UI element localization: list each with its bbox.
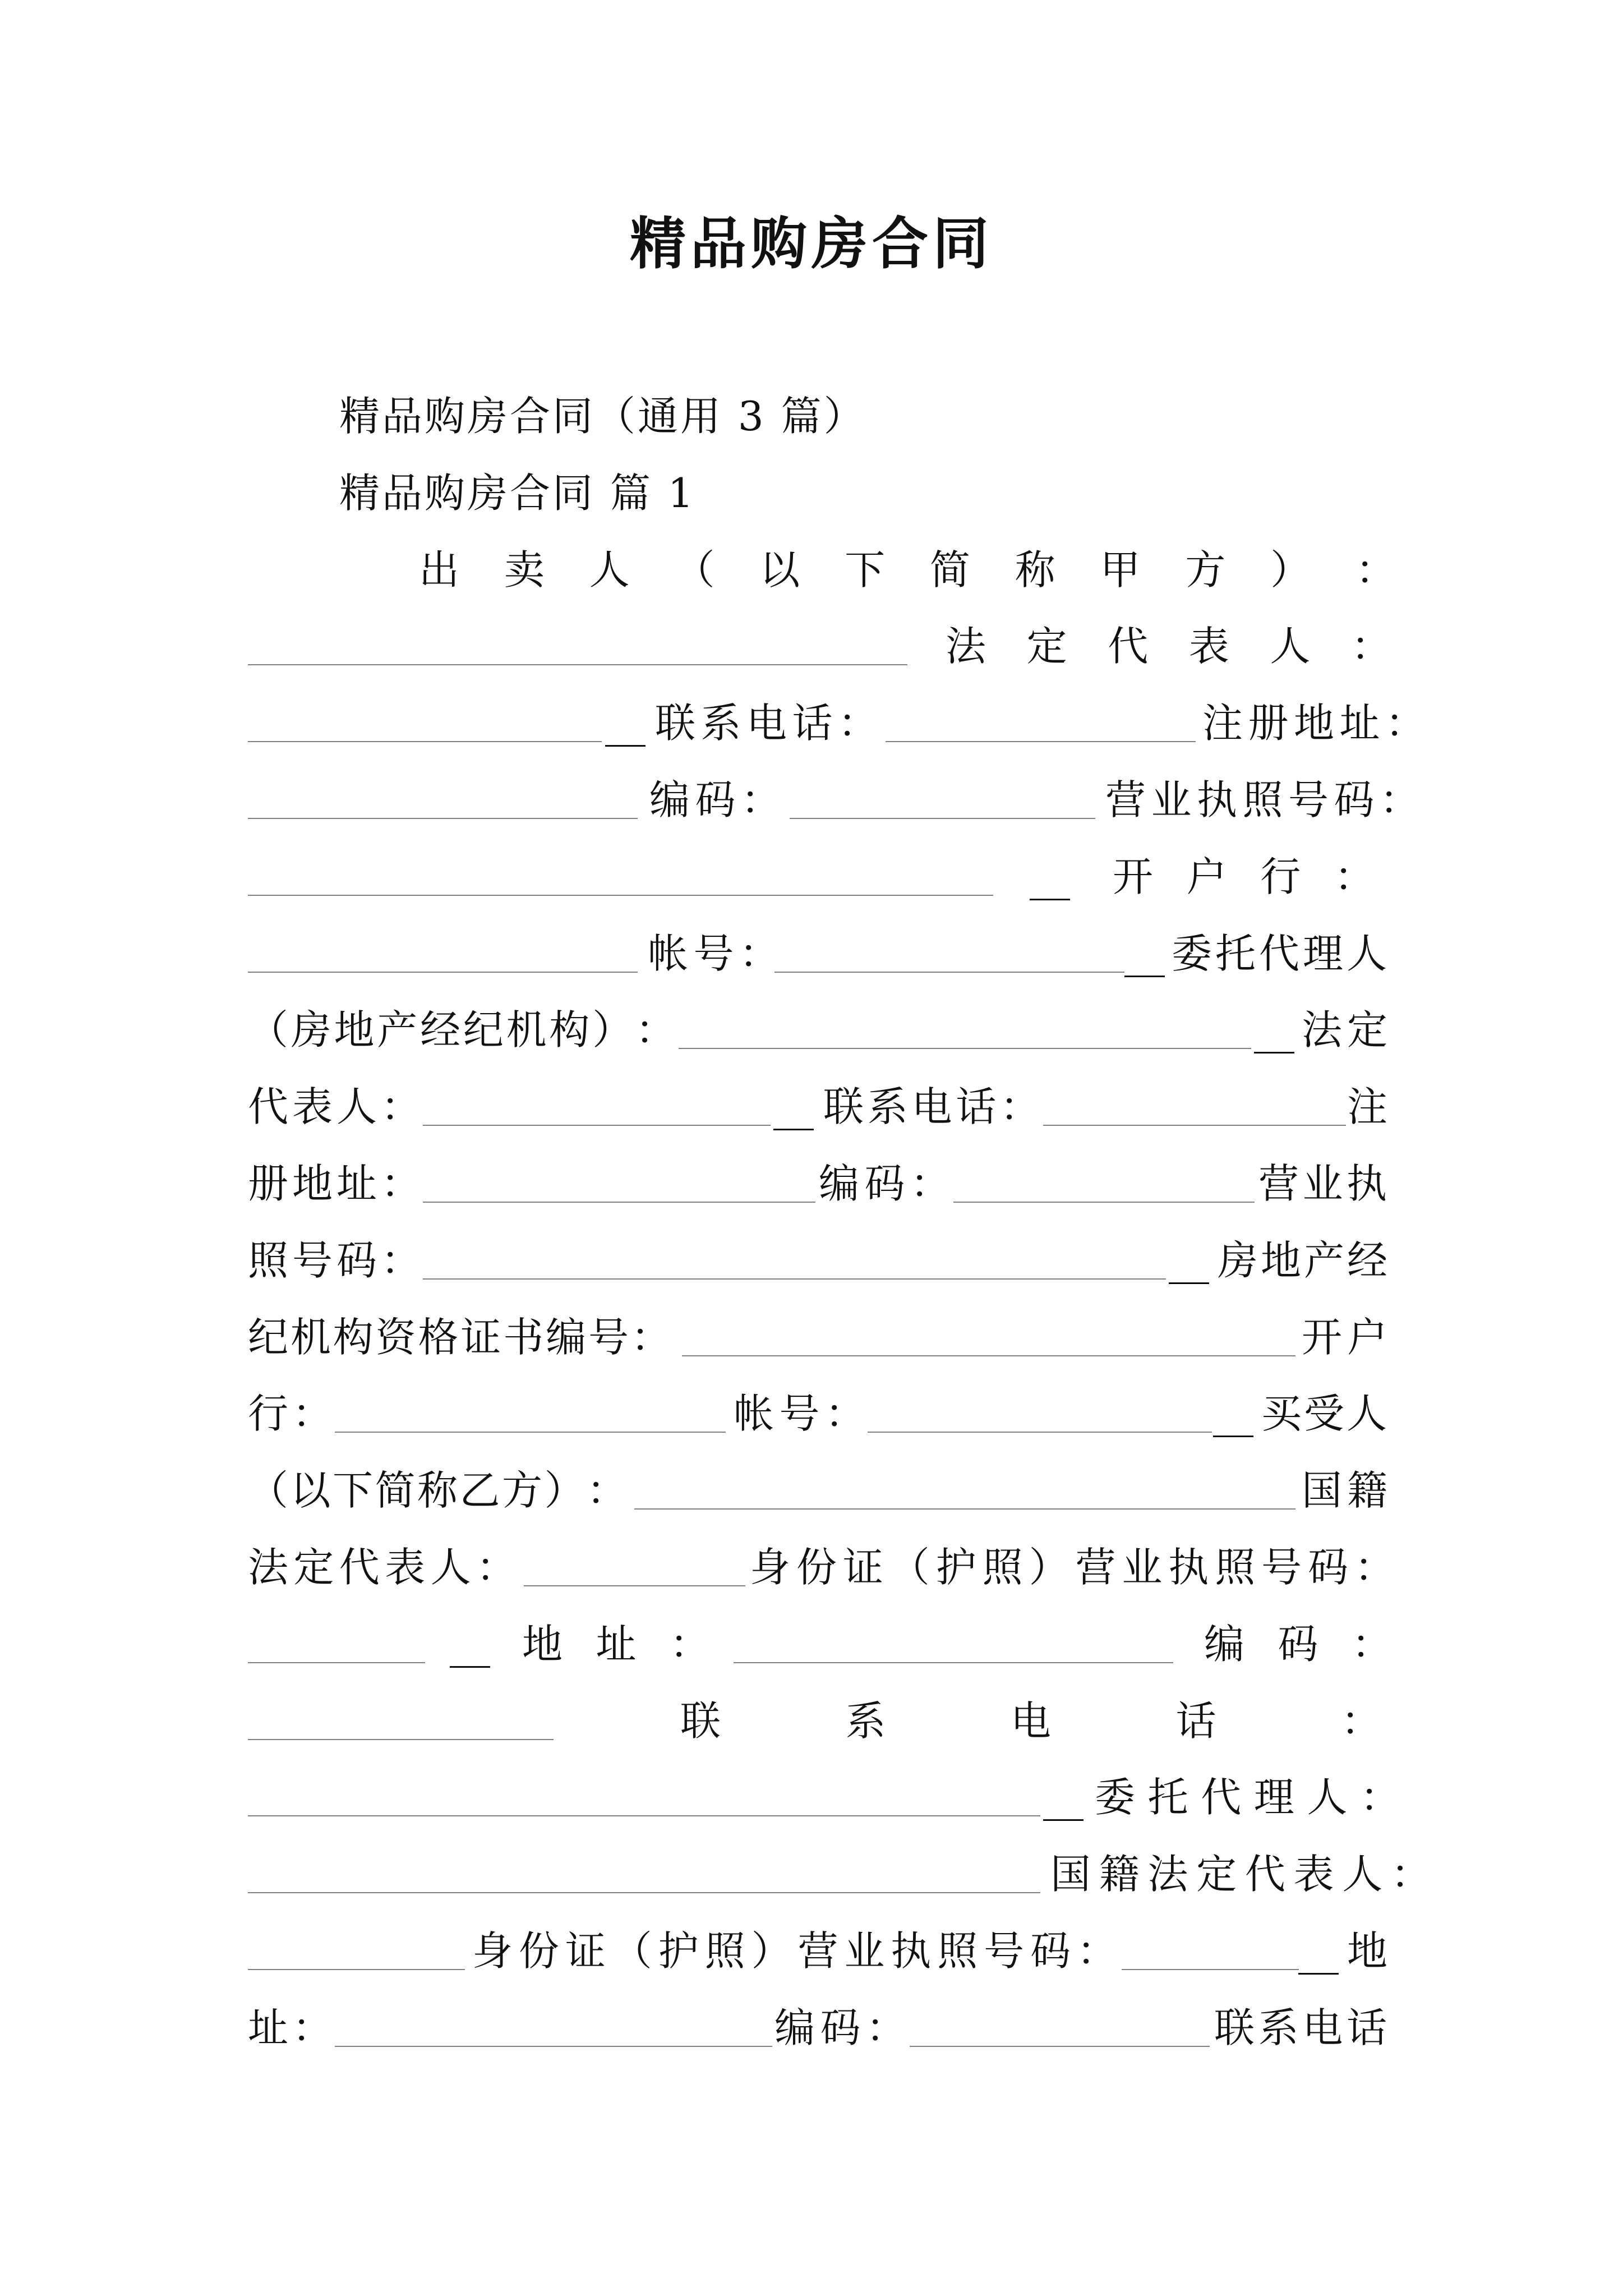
character: 表: [1188, 623, 1229, 670]
document-title: 精品购房合同: [630, 210, 993, 277]
character: 产: [377, 1006, 418, 1054]
blank-line: [634, 1508, 1295, 1510]
blank-line: [248, 972, 638, 973]
label-business-license-rest: [248, 1222, 421, 1299]
character: ：: [381, 1083, 422, 1131]
character: 证: [460, 1313, 501, 1361]
character: 帐: [734, 1390, 774, 1438]
blank-line: [1043, 1125, 1346, 1126]
character: 码: [1030, 1927, 1071, 1975]
character: 经: [420, 1006, 461, 1054]
character: 电: [746, 700, 787, 747]
underscore-mark: __: [773, 1083, 814, 1131]
character: 构: [549, 1006, 590, 1054]
character: 码: [336, 1236, 377, 1284]
character: 乙: [459, 1467, 500, 1515]
character: 理: [1253, 1774, 1294, 1821]
character: 码: [1308, 1543, 1349, 1591]
label-business-license-part: [1258, 1145, 1387, 1222]
character: （: [248, 1006, 289, 1054]
label-legal-representative-rest: [248, 1069, 421, 1145]
character: 照: [248, 1236, 289, 1284]
label-phone: [1214, 1990, 1387, 2067]
underscore-mark: __: [1124, 930, 1165, 977]
character: 号: [693, 930, 734, 977]
label-agency-certificate-part: [1218, 1222, 1387, 1299]
label-postcode: [649, 762, 781, 839]
character: 代: [1201, 1774, 1242, 1821]
character: 联: [680, 1697, 721, 1745]
character: 护: [658, 1927, 699, 1975]
character: 话: [1175, 1697, 1216, 1745]
character: ：: [670, 1620, 711, 1668]
character: ：: [741, 776, 782, 823]
character: 地: [334, 1006, 375, 1054]
character: 号: [779, 1390, 820, 1438]
character: 地: [292, 1159, 333, 1207]
blank-line: [248, 1662, 425, 1663]
character: 照: [937, 1927, 978, 1975]
character: 产: [1304, 1236, 1345, 1284]
character: （: [674, 546, 715, 593]
line-16: [248, 1529, 1395, 1606]
character: 份: [796, 1543, 837, 1591]
label-registered-address-rest: [248, 1145, 421, 1222]
character: 托: [1147, 1774, 1188, 1821]
label-agent: [1095, 1759, 1400, 1836]
character: 下: [845, 546, 886, 593]
blank-line: [335, 1432, 726, 1433]
character: 法: [248, 1543, 289, 1591]
character: 地: [1294, 700, 1335, 747]
character: 号: [588, 1313, 629, 1361]
line-11: [248, 1145, 1387, 1222]
character: 甲: [1100, 546, 1141, 593]
character: 身: [472, 1927, 513, 1975]
character: 定: [1026, 623, 1067, 670]
character: ：: [1390, 1851, 1431, 1898]
label-agency-certificate-rest: [248, 1299, 671, 1376]
blank-line: [248, 741, 602, 742]
character: 表: [1293, 1851, 1334, 1898]
character: ：: [1352, 1620, 1393, 1668]
underscore-mark: __: [450, 1620, 490, 1668]
label-seller: [419, 532, 1396, 609]
character: 码: [864, 1159, 905, 1207]
blank-line: [248, 664, 907, 665]
character: 委: [1172, 930, 1212, 977]
character: 人: [589, 546, 630, 593]
underscore-mark: __: [605, 700, 645, 747]
character: ：: [1380, 776, 1421, 823]
character: 法: [946, 623, 986, 670]
character: ）: [751, 1927, 792, 1975]
blank-line: [423, 1125, 771, 1126]
label-address-part: 地: [1347, 1927, 1388, 1975]
character: 码: [820, 2004, 861, 2051]
character: 简: [375, 1467, 416, 1515]
character: 格: [418, 1313, 459, 1361]
character: 人: [1347, 1390, 1387, 1438]
character: 执: [1168, 1543, 1209, 1591]
character: 照: [1215, 1543, 1256, 1591]
character: 行: [1260, 853, 1301, 900]
character: ：: [866, 2004, 907, 2051]
character: 托: [1215, 930, 1256, 977]
character: （: [248, 1467, 289, 1515]
label-id-passport-license: [472, 1913, 1117, 1990]
character: 称: [1015, 546, 1055, 593]
character: 系: [700, 700, 741, 747]
label-phone: [680, 1683, 1381, 1760]
character: 营: [1105, 776, 1146, 823]
line-13: [248, 1299, 1387, 1376]
character: 业: [844, 1927, 885, 1975]
character: 纪: [248, 1313, 289, 1361]
label-agency: [248, 992, 676, 1069]
character: 下: [333, 1467, 374, 1515]
character: 卖: [504, 546, 545, 593]
character: 系: [845, 1697, 886, 1745]
line-21: [248, 1913, 1387, 1990]
label-agent: [1172, 915, 1387, 992]
character: 联: [655, 700, 696, 747]
character: 人: [430, 1543, 471, 1591]
character: 以: [759, 546, 800, 593]
character: 户: [1186, 853, 1227, 900]
character: 定: [1347, 1006, 1388, 1054]
line-9: [248, 992, 1387, 1069]
character: ：: [910, 1159, 951, 1207]
character: 户: [1347, 1313, 1388, 1361]
character: 人: [1347, 930, 1387, 977]
character: 表: [385, 1543, 426, 1591]
section-heading: 精品购房合同 篇 1: [339, 469, 696, 517]
character: 执: [1197, 776, 1238, 823]
character: 称: [417, 1467, 458, 1515]
blank-line: [248, 1739, 554, 1740]
label-account: [648, 915, 780, 992]
character: ：: [1385, 700, 1426, 747]
character: 委: [1095, 1774, 1136, 1821]
blank-line: [248, 1892, 1040, 1893]
character: 方: [502, 1467, 543, 1515]
character: 地: [1261, 1236, 1302, 1284]
label-id-passport-license: [750, 1529, 1395, 1606]
character: 业: [1151, 776, 1192, 823]
character: 人: [1270, 623, 1311, 670]
blank-line: [682, 1355, 1295, 1356]
character: 证: [565, 1927, 606, 1975]
blank-line: [248, 1815, 1040, 1816]
blank-line: [524, 1585, 745, 1586]
line-1: [248, 378, 1387, 455]
character: 联: [823, 1083, 864, 1131]
blank-line: [335, 2046, 772, 2047]
character: 编: [1204, 1620, 1245, 1668]
label-address-rest: [248, 1990, 333, 2067]
label-bank: [1113, 839, 1375, 915]
character: 号: [292, 1236, 333, 1284]
character: 注: [1202, 700, 1243, 747]
character: 册: [1248, 700, 1289, 747]
blank-line: [790, 818, 1095, 819]
character: 代: [1244, 1851, 1285, 1898]
character: 人: [1342, 1851, 1383, 1898]
character: 籍: [1347, 1467, 1388, 1515]
blank-line: [248, 1969, 465, 1970]
character: 房: [291, 1006, 331, 1054]
character: 址: [596, 1620, 637, 1668]
blank-line: [734, 1662, 1173, 1663]
character: ：: [1334, 853, 1375, 900]
character: 法: [1302, 1006, 1343, 1054]
label-buyer-party-b: [248, 1452, 627, 1529]
line-22: [248, 1990, 1387, 2067]
character: 码: [695, 776, 736, 823]
character: 号: [1288, 776, 1329, 823]
character: （: [889, 1543, 930, 1591]
character: 行: [248, 1390, 289, 1438]
label-postcode: [1204, 1606, 1392, 1683]
character: 电: [1011, 1697, 1052, 1745]
character: 编: [819, 1159, 860, 1207]
character: ）: [592, 1006, 633, 1054]
character: （: [611, 1927, 652, 1975]
character: 开: [1113, 853, 1154, 900]
character: 执: [891, 1927, 932, 1975]
line-6: [248, 762, 1421, 839]
label-registered-address: [1202, 685, 1426, 762]
label-registered-address-part: 注: [1347, 1083, 1388, 1131]
line-4: [248, 608, 1391, 685]
character: 电: [1302, 2004, 1343, 2051]
character: 代: [1259, 930, 1300, 977]
blank-line: [953, 1202, 1255, 1203]
underscore-mark: __: [1043, 1774, 1083, 1821]
label-business-license-no: [1105, 762, 1420, 839]
character: 营: [1258, 1159, 1299, 1207]
character: 业: [1122, 1543, 1163, 1591]
character: 号: [984, 1927, 1025, 1975]
character: 码: [1278, 1620, 1318, 1668]
character: 代: [339, 1543, 380, 1591]
character: ：: [635, 1006, 676, 1054]
character: 以: [290, 1467, 331, 1515]
character: ：: [1341, 1697, 1382, 1745]
character: ：: [838, 700, 879, 747]
character: 理: [1303, 930, 1344, 977]
underscore-mark: __: [1213, 1390, 1253, 1438]
character: 业: [1302, 1159, 1343, 1207]
underscore-mark: __: [1254, 1006, 1294, 1054]
label-account: [734, 1375, 865, 1452]
character: 地: [522, 1620, 563, 1668]
character: 号: [1261, 1543, 1302, 1591]
character: 表: [292, 1083, 333, 1131]
character: 联: [1214, 2004, 1255, 2051]
line-5: [248, 685, 1426, 762]
label-nationality: [1302, 1452, 1387, 1529]
character: 定: [1196, 1851, 1237, 1898]
character: 开: [1302, 1313, 1343, 1361]
character: 代: [1108, 623, 1149, 670]
blank-line: [248, 895, 993, 896]
character: 纪: [463, 1006, 504, 1054]
character: 方: [1185, 546, 1226, 593]
character: 址: [336, 1159, 377, 1207]
character: 话: [792, 700, 833, 747]
line-12: [248, 1222, 1387, 1299]
blank-line: [1122, 1969, 1299, 1970]
line-2: [248, 455, 1387, 532]
character: 执: [1347, 1159, 1387, 1207]
line-19: [248, 1759, 1400, 1836]
character: ：: [1359, 1774, 1400, 1821]
character: 机: [290, 1313, 331, 1361]
character: 简: [929, 546, 970, 593]
line-20: [248, 1836, 1431, 1913]
character: 址: [248, 2004, 289, 2051]
label-phone: [823, 1069, 1040, 1145]
label-buyer: [1261, 1375, 1387, 1452]
character: 照: [982, 1543, 1023, 1591]
label-postcode: [819, 1145, 951, 1222]
blank-line: [423, 1278, 1166, 1280]
character: 址: [1339, 700, 1380, 747]
character: ：: [1350, 623, 1391, 670]
underscore-mark: __: [1298, 1927, 1339, 1975]
character: 编: [774, 2004, 815, 2051]
line-15: [248, 1452, 1387, 1529]
character: 码: [1334, 776, 1375, 823]
character: ：: [587, 1467, 628, 1515]
character: 编: [649, 776, 690, 823]
character: 帐: [648, 930, 689, 977]
character: 人: [1307, 1774, 1348, 1821]
character: ：: [381, 1159, 422, 1207]
blank-line: [910, 2046, 1210, 2047]
character: 营: [797, 1927, 838, 1975]
character: 代: [248, 1083, 289, 1131]
character: 电: [911, 1083, 952, 1131]
blank-line: [423, 1202, 815, 1203]
character: 书: [503, 1313, 544, 1361]
line-18: [248, 1683, 1387, 1760]
line-7: [248, 839, 1387, 915]
character: 系: [1258, 2004, 1299, 2051]
character: 房: [1218, 1236, 1258, 1284]
character: 话: [1346, 2004, 1387, 2051]
character: ：: [381, 1236, 422, 1284]
character: 受: [1304, 1390, 1345, 1438]
character: ：: [630, 1313, 671, 1361]
character: ）: [1029, 1543, 1069, 1591]
character: ：: [1076, 1927, 1117, 1975]
contract-body: [248, 378, 1431, 2067]
character: 机: [506, 1006, 547, 1054]
character: ：: [476, 1543, 517, 1591]
label-bank-part: [1302, 1299, 1387, 1376]
character: 买: [1261, 1390, 1302, 1438]
line-8: [248, 915, 1387, 992]
character: 构: [333, 1313, 374, 1361]
character: 证: [842, 1543, 883, 1591]
label-nationality-legal-representative: [1050, 1836, 1431, 1913]
line-3: [248, 532, 1396, 609]
character: 经: [1347, 1236, 1388, 1284]
label-phone: [655, 685, 878, 762]
blank-line: [679, 1048, 1251, 1049]
character: ：: [1000, 1083, 1041, 1131]
character: ）: [1270, 546, 1311, 593]
label-bank-rest: [248, 1375, 333, 1452]
blank-line: [774, 972, 1124, 973]
character: 定: [293, 1543, 334, 1591]
line-10: [248, 1069, 1387, 1145]
character: 国: [1302, 1467, 1343, 1515]
label-postcode: [774, 1990, 906, 2067]
character: 系: [867, 1083, 908, 1131]
label-legal-representative: [248, 1529, 517, 1606]
character: 编: [546, 1313, 587, 1361]
blank-line: [248, 818, 638, 819]
character: 身: [750, 1543, 791, 1591]
underscore-mark: __: [1030, 853, 1070, 900]
label-legal-representative-part: [1302, 992, 1387, 1069]
character: 营: [1075, 1543, 1116, 1591]
line-14: [248, 1375, 1387, 1452]
character: 照: [1242, 776, 1283, 823]
blank-line: [886, 741, 1196, 742]
character: ：: [292, 2004, 333, 2051]
character: 册: [248, 1159, 289, 1207]
character: ：: [825, 1390, 866, 1438]
character: ：: [1355, 546, 1396, 593]
blank-line: [868, 1432, 1212, 1433]
character: 护: [935, 1543, 976, 1591]
character: 话: [956, 1083, 997, 1131]
character: ：: [292, 1390, 333, 1438]
underscore-mark: __: [1169, 1236, 1209, 1284]
character: 国: [1050, 1851, 1091, 1898]
label-address: [522, 1606, 710, 1683]
character: ：: [1354, 1543, 1395, 1591]
character: ）: [544, 1467, 585, 1515]
line-17: [248, 1606, 1393, 1683]
character: 资: [375, 1313, 416, 1361]
character: 份: [518, 1927, 559, 1975]
label-legal-representative: [946, 608, 1391, 685]
character: 人: [336, 1083, 377, 1131]
character: 籍: [1099, 1851, 1140, 1898]
character: 法: [1147, 1851, 1188, 1898]
character: 出: [419, 546, 460, 593]
document-subtitle: 精品购房合同（通用 3 篇）: [339, 393, 866, 440]
character: ：: [739, 930, 780, 977]
character: 照: [704, 1927, 745, 1975]
